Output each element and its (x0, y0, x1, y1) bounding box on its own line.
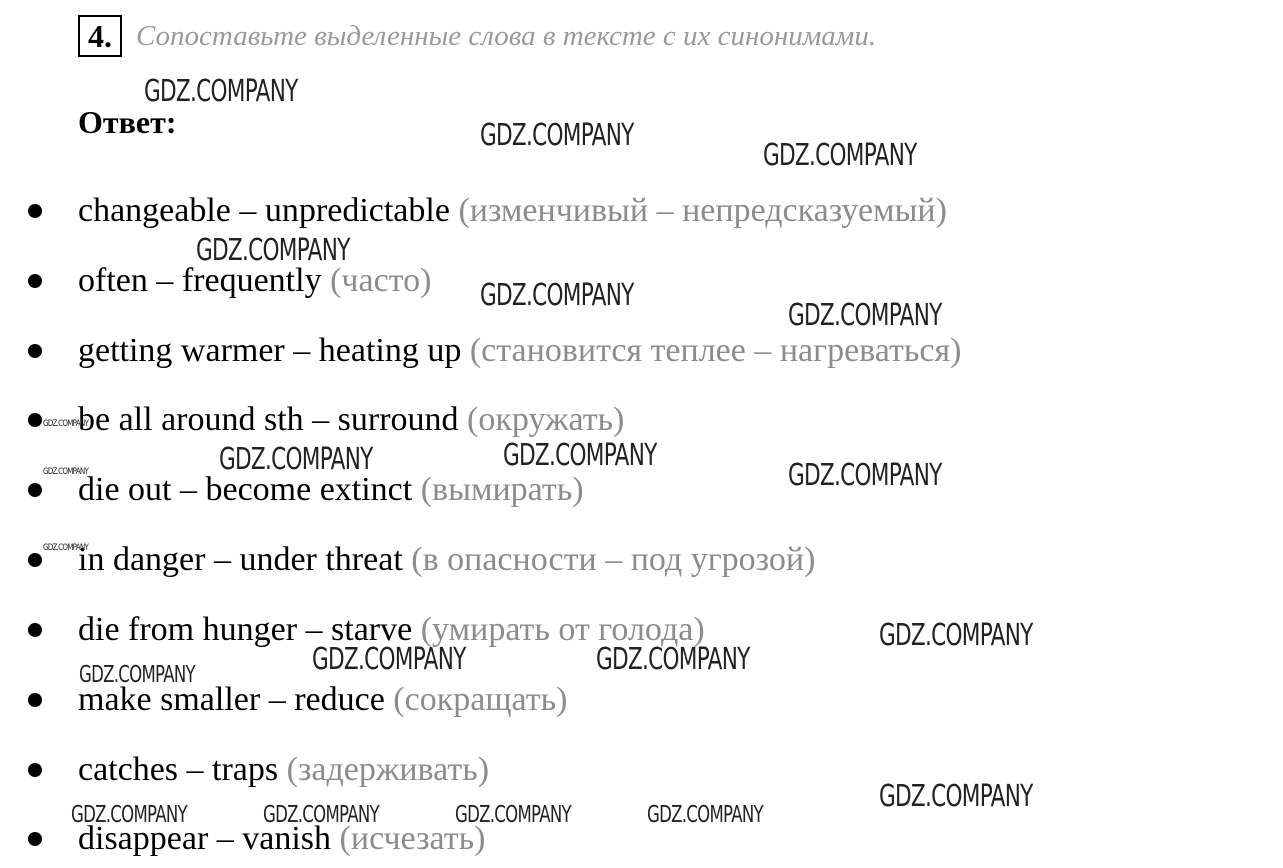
english-pair: disappear – vanish (78, 820, 332, 857)
russian-translation: (сокращать) (393, 681, 568, 718)
russian-translation: (умирать от голода) (420, 611, 705, 648)
english-pair: often – frequently (78, 262, 322, 299)
task-number: 4. (78, 15, 122, 57)
watermark: GDZ.COMPANY (79, 662, 195, 688)
watermark: GDZ.COMPANY (879, 779, 1033, 814)
watermark: GDZ.COMPANY (219, 442, 373, 477)
russian-translation: (становится теплее – нагреваться) (469, 332, 962, 369)
watermark: GDZ.COMPANY (43, 467, 89, 477)
watermark: GDZ.COMPANY (144, 74, 298, 109)
watermark: GDZ.COMPANY (196, 233, 350, 268)
bullet-icon (28, 344, 42, 358)
watermark: GDZ.COMPANY (788, 298, 942, 333)
russian-translation: (окружать) (467, 401, 625, 438)
bullet-icon (28, 553, 42, 567)
bullet-icon (28, 483, 42, 497)
task-instruction: Сопоставьте выделенные слова в тексте с их синонимами. (136, 20, 877, 52)
bullet-icon (28, 623, 42, 637)
english-pair: die out – become extinct (78, 471, 413, 508)
watermark: GDZ.COMPANY (43, 419, 89, 429)
russian-translation: (часто) (330, 262, 432, 299)
english-pair: in danger – under threat (78, 541, 403, 578)
bullet-icon (28, 413, 42, 427)
watermark: GDZ.COMPANY (503, 438, 657, 473)
english-pair: die from hunger – starve (78, 611, 413, 648)
bullet-icon (28, 693, 42, 707)
watermark: GDZ.COMPANY (43, 543, 89, 553)
english-pair: catches – traps (78, 751, 279, 788)
watermark: GDZ.COMPANY (455, 802, 571, 828)
russian-translation: (изменчивый – непредсказуемый) (458, 192, 947, 229)
english-pair: changeable – unpredictable (78, 192, 450, 229)
russian-translation: (вымирать) (420, 471, 584, 508)
english-pair: getting warmer – heating up (78, 332, 462, 369)
watermark: GDZ.COMPANY (263, 802, 379, 828)
watermark: GDZ.COMPANY (596, 642, 750, 677)
bullet-icon (28, 763, 42, 777)
russian-translation: (задерживать) (286, 751, 490, 788)
bullet-icon (28, 274, 42, 288)
english-pair: be all around sth – surround (78, 401, 459, 438)
russian-translation: (исчезать) (339, 820, 486, 857)
bullet-icon (28, 204, 42, 218)
watermark: GDZ.COMPANY (879, 618, 1033, 653)
russian-translation: (в опасности – под угрозой) (411, 541, 816, 578)
watermark: GDZ.COMPANY (788, 458, 942, 493)
watermark: GDZ.COMPANY (647, 802, 763, 828)
watermark: GDZ.COMPANY (480, 118, 634, 153)
answer-label: Ответ: (78, 104, 177, 140)
watermark: GDZ.COMPANY (312, 642, 466, 677)
bullet-icon (28, 832, 42, 846)
watermark: GDZ.COMPANY (71, 802, 187, 828)
watermark: GDZ.COMPANY (480, 278, 634, 313)
watermark: GDZ.COMPANY (763, 138, 917, 173)
english-pair: make smaller – reduce (78, 681, 385, 718)
